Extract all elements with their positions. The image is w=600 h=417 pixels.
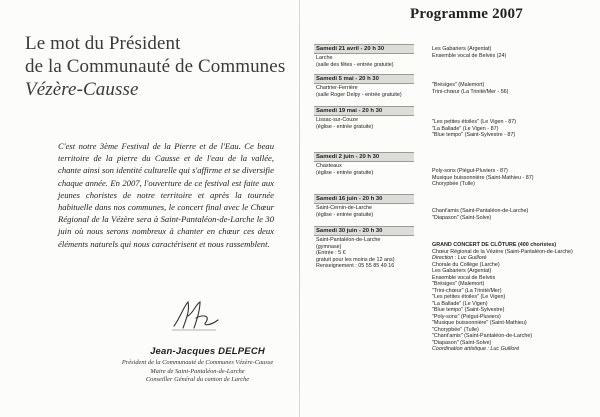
location-line: Renseignement : 05 55 85 49 16 — [316, 263, 395, 269]
event-performers — [432, 242, 592, 353]
programme-title: Programme 2007 — [410, 6, 523, 22]
event-performers — [432, 208, 592, 221]
message-paragraph: C'est notre 3ème Festival de la Pierre et de l'Eau. Ce beau territoire de la pierre du Causse et de l'eau de la vallée, chante ainsi son identité culturelle qui s'affirme et se diversifie chaque année. En 2007, l'ouverture de ce festival est faite aux jeunes choristes de notre territoire et après la tournée habituelle dans nos communes, le concert final avec le Chœur Régional de la Vézère sera à Saint-Pantaléon-de-Larche le 30 juin où nous serons nombreux à chanter en chœur ces deux éléments naturels qui nous caractérisent et nous rassemblent. — [58, 141, 274, 249]
signature-icon — [166, 296, 226, 334]
location-line: Lissac-sur-Couze — [316, 117, 358, 123]
event-performers — [432, 46, 592, 59]
event-date: Samedi 16 juin - 20 h 30 — [314, 194, 414, 204]
performer: Ensemble vocal de Belvès — [432, 274, 496, 281]
location-line: Chasteaux — [316, 163, 342, 169]
event-location — [316, 163, 426, 176]
signer-roles — [100, 359, 295, 385]
event-date: Samedi 30 juin - 20 h 30 — [314, 226, 414, 236]
performer: "Diapason" (Saint-Solve) — [432, 214, 492, 221]
title-line-3: Vézère-Causse — [25, 79, 139, 100]
page-title — [25, 32, 290, 101]
performer: Chorypbée (Tulle) — [432, 181, 475, 187]
performer: "Brésiges" (Malemort) — [432, 281, 485, 287]
performer: Ensemble vocal de Belvès (24) — [432, 52, 507, 59]
location-line: (salle Roger Delpy - entrée gratuite) — [316, 91, 402, 98]
event-block — [314, 74, 592, 98]
performer: "Diapason" (Saint-Solve) — [432, 339, 492, 346]
signer-role: Conseiller Général du canton de Larche — [145, 376, 250, 384]
performer: Trini-chœur (La Trinité/Mer - 56) — [432, 88, 509, 95]
event-performers — [432, 168, 592, 188]
location-line: Larche — [316, 55, 333, 61]
performer: "Trini-chœur" (La Trinité/Mer) — [432, 287, 502, 294]
event-location — [316, 55, 426, 68]
event-date: Samedi 5 mai - 20 h 30 — [314, 74, 414, 84]
performer: Chant'amis (Saint-Pantaléon-de-Larche) — [432, 208, 529, 214]
event-location — [316, 237, 426, 270]
location-line: gratuit pour les moins de 12 ans) — [316, 256, 395, 263]
performer: "Les petites étoiles" (Le Vigen - 87) — [432, 119, 517, 125]
event-performers — [432, 119, 592, 139]
title-line-1: Le mot du Président — [25, 33, 181, 54]
location-line: (église - entrée gratuite) — [316, 211, 374, 218]
location-line: (église - entrée gratuite) — [316, 123, 374, 130]
signer-role: Président de la Communauté de Communes Vézère-Causse — [121, 359, 274, 366]
performer: "Chorypbée" (Tulle) — [432, 326, 479, 333]
location-line: Chartrier-Ferrière — [316, 85, 358, 91]
title-line-2: de la Communauté de Communes — [25, 56, 286, 77]
performer: "La Ballade" (Le Vigen) — [432, 300, 488, 307]
event-block — [314, 44, 592, 68]
location-line: (Entrée : 5 € — [316, 250, 346, 256]
concert-title: GRAND CONCERT DE CLÔTURE (400 choristes) — [432, 242, 557, 248]
performer: Chorale du Collège (Larche) — [432, 261, 500, 268]
performer: Les Gabariers (Argentat) — [432, 268, 492, 274]
event-block — [314, 152, 592, 187]
performer: "Brésiges" (Malemort) — [432, 82, 485, 88]
event-date: Samedi 2 juin - 20 h 30 — [314, 152, 414, 162]
performer: "Blue tempo" (Saint-Sylvestre - 87) — [432, 132, 516, 138]
location-line: Saint-Pantaléon-de-Larche — [316, 237, 381, 243]
performer: "Les petites étoiles" (Le Vigen) — [432, 294, 506, 300]
event-block — [314, 226, 592, 352]
performer: Chœur Régional de la Vézère (Saint-Pantaléon-de-Larche) — [432, 248, 573, 255]
event-block — [314, 106, 592, 138]
message-body — [58, 140, 274, 250]
signer-name: Jean-Jacques DELPECH — [150, 346, 265, 357]
event-location — [316, 205, 426, 218]
event-performers — [432, 82, 592, 95]
coordination-credit: Coordination artistique : Luc Guilloré — [432, 346, 520, 352]
performer: Les Gabariers (Argentat) — [432, 46, 492, 52]
event-date: Samedi 19 mai - 20 h 30 — [314, 106, 414, 116]
performer: Poly-sons (Piégut-Pluviers - 87) — [432, 168, 508, 174]
event-location — [316, 117, 426, 130]
programme-page — [300, 0, 600, 417]
performer: "La Ballade" (Le Vigen - 87) — [432, 125, 499, 132]
performer: "Chant'amis" (Saint-Pantaléon-de-Larche) — [432, 333, 533, 339]
president-message-page — [0, 0, 299, 417]
location-line: (église - entrée gratuite) — [316, 169, 374, 176]
location-line: Saint-Cernin-de-Larche — [316, 205, 373, 211]
event-date: Samedi 21 avril - 20 h 30 — [314, 44, 414, 54]
event-location — [316, 85, 426, 98]
director-credit: Direction : Luc Guilloré — [432, 255, 487, 261]
performer: "Musique buissonnière" (Saint-Mathieu) — [432, 320, 527, 326]
signer-role: Maire de Saint-Pantaléon-de-Larche — [150, 367, 245, 375]
event-block — [314, 194, 592, 221]
performer: "Blue tempo" (Saint-Sylvestre) — [432, 307, 505, 313]
performer: Musique buissonnière (Saint-Mathieu - 87) — [432, 174, 534, 181]
location-line: (salle des fêtes - entrée gratuite) — [316, 61, 394, 68]
location-line: (gymnase) — [316, 243, 342, 250]
performer: "Poly-sons" (Piégut-Pluviers) — [432, 313, 501, 320]
